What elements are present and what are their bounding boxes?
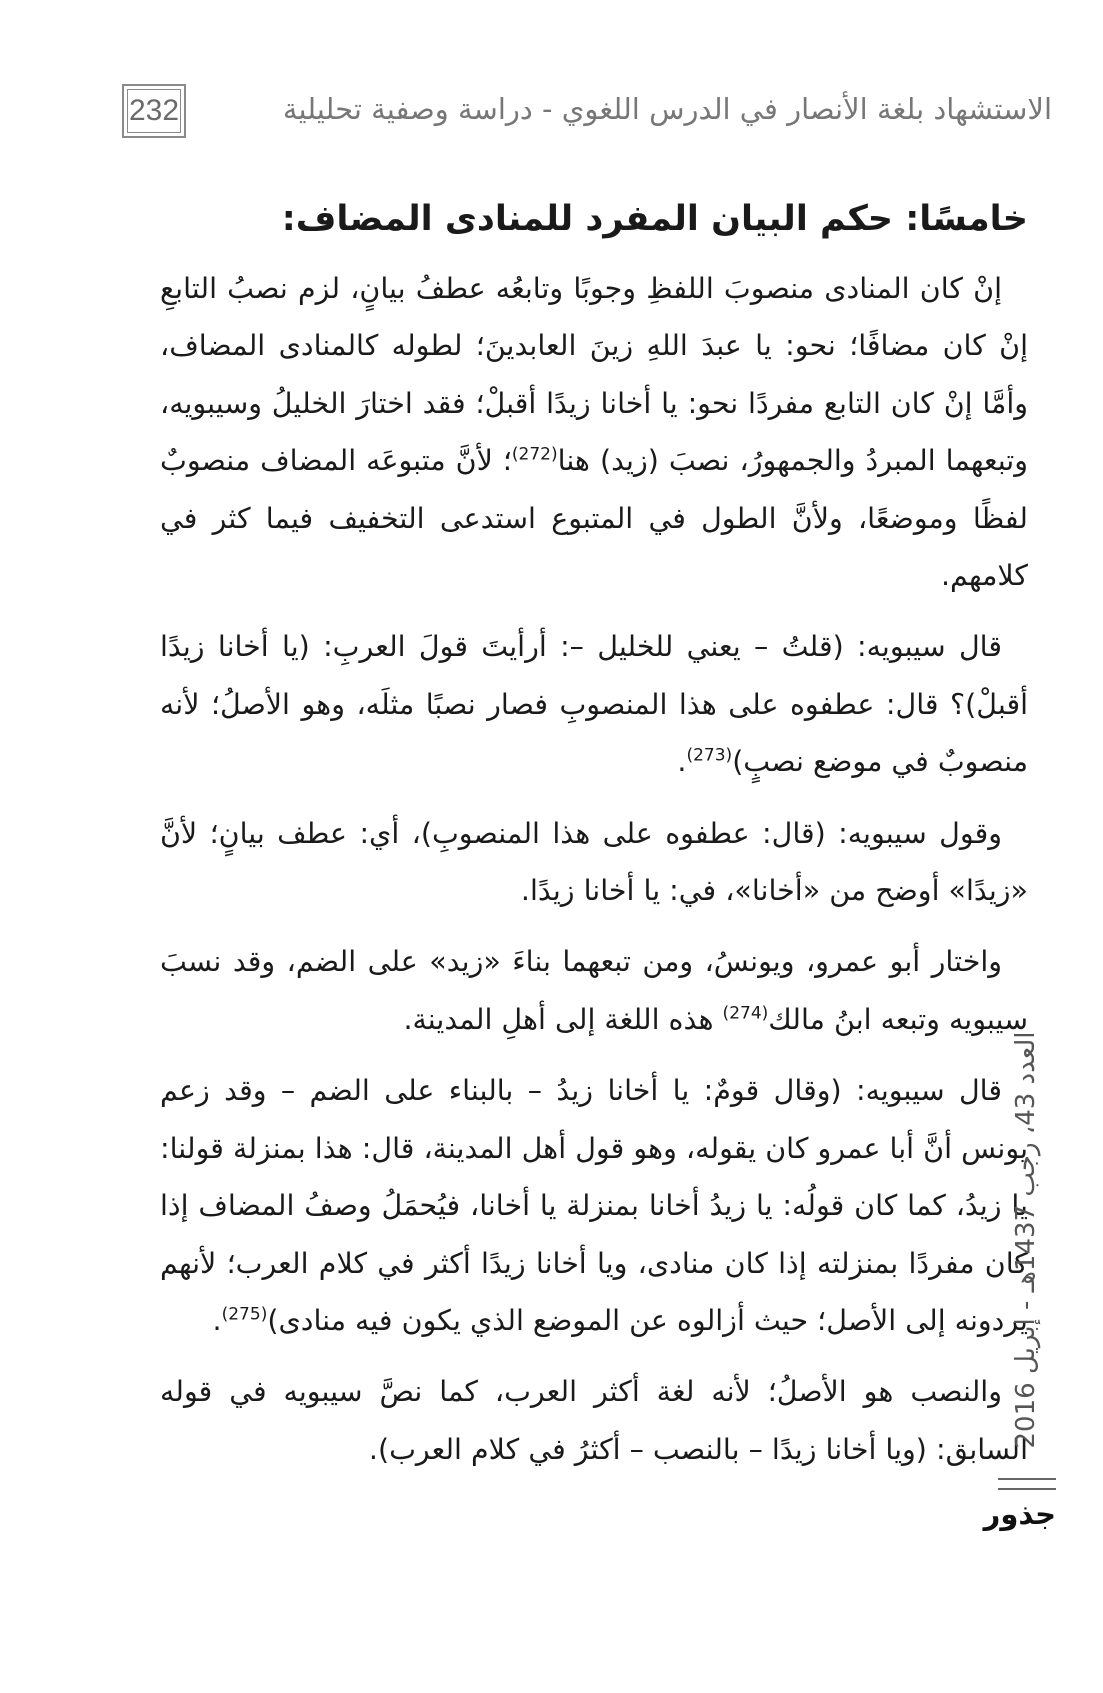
sidebar-divider <box>998 1478 1056 1490</box>
paragraph-2 <box>160 618 1028 790</box>
page-number: 232 <box>122 84 186 138</box>
paragraph-text: قال سيبويه: (قلتُ – يعني للخليل –: أرأيتَ قولَ العربِ: (يا أخانا زيدًا أقبلْ)؟ قال: عطفوه على هذا المنصوبِ فصار نصبًا مثلَه، وهو الأصلُ؛ لأنه منصوبٌ في موضع نصبٍ) <box>160 630 1028 779</box>
page-header <box>122 84 1052 144</box>
issue-sidebar <box>1000 1020 1052 1460</box>
paragraph-text: . <box>677 745 687 779</box>
journal-logo: جذور <box>983 1497 1056 1531</box>
issue-info: العدد 43، رجب 1437هـ - إبريل 2016 <box>1011 1031 1041 1449</box>
footnote-ref[interactable]: (275) <box>221 1304 268 1325</box>
running-title: الاستشهاد بلغة الأنصار في الدرس اللغوي - دراسة وصفية تحليلية <box>282 92 1052 126</box>
paragraph-4 <box>160 933 1028 1048</box>
footnote-ref[interactable]: (272) <box>511 444 558 465</box>
paragraph-text: وقول سيبويه: (قال: عطفوه على هذا المنصوبِ)، أي: عطف بيانٍ؛ لأنَّ «زيدًا» أوضح من «أخانا»، في: يا أخانا زيدًا. <box>160 816 1028 908</box>
footnote-ref[interactable]: (274) <box>722 1003 769 1024</box>
paragraph-1 <box>160 260 1028 604</box>
paragraph-text: إنْ كان المنادى منصوبَ اللفظِ وجوبًا وتابعُه عطفُ بيانٍ، لزم نصبُ التابعِ إنْ كان مضافًا؛ نحو: يا عبدَ اللهِ زينَ العابدينَ؛ لطوله كالمنادى المضاف، وأمَّا إنْ كان التابع مفردًا نحو: يا أخانا زيدًا أقبلْ؛ فقد اختارَ الخليلُ وسيبويه، وتبعهما المبردُ والجمهورُ، نصبَ (زيد) هنا <box>160 272 1029 478</box>
footnote-ref[interactable]: (273) <box>686 745 733 766</box>
paragraph-text: واختار أبو عمرو، ويونسُ، ومن تبعهما بناءَ «زيد» على الضم، وقد نسبَ سيبويه وتبعه ابنُ مالك <box>160 945 1028 1036</box>
paragraph-text: هذه اللغة إلى أهلِ المدينة. <box>403 1002 723 1036</box>
paragraph-text: ؛ لأنَّ متبوعَه المضاف منصوبٌ لفظًا وموضعًا، ولأنَّ الطول في المتبوع استدعى التخفيف فيما كثر في كلامهم. <box>160 444 1028 593</box>
paragraph-6 <box>160 1363 1028 1478</box>
paragraph-3 <box>160 805 1028 920</box>
article-body <box>160 190 1028 1492</box>
paragraph-text: والنصب هو الأصلُ؛ لأنه لغة أكثر العرب، كما نصَّ سيبويه في قوله السابق: (ويا أخانا زيدًا – بالنصب – أكثرُ في كلام العرب). <box>160 1375 1028 1466</box>
paragraph-5 <box>160 1062 1028 1349</box>
paragraph-text: . <box>212 1303 222 1337</box>
paragraph-text: قال سيبويه: (وقال قومٌ: يا أخانا زيدُ – بالبناء على الضم – وقد زعم يونس أنَّ أبا عمرو كان يقوله، وهو قول أهل المدينة، قال: هذا بمنزلة قولنا: يا زيدُ، كما كان قولُه: يا زيدُ أخانا بمنزلة يا أخانا، فيُحمَلُ وصفُ المضاف إذا كان مفردًا بمنزلته إذا كان منادى، ويا أخانا زيدًا أكثر في كلام العرب؛ لأنهم يردونه إلى الأصل؛ حيث أزالوه عن الموضع الذي يكون فيه منادى) <box>160 1074 1028 1337</box>
section-heading: خامسًا: حكم البيان المفرد للمنادى المضاف: <box>281 199 1028 239</box>
